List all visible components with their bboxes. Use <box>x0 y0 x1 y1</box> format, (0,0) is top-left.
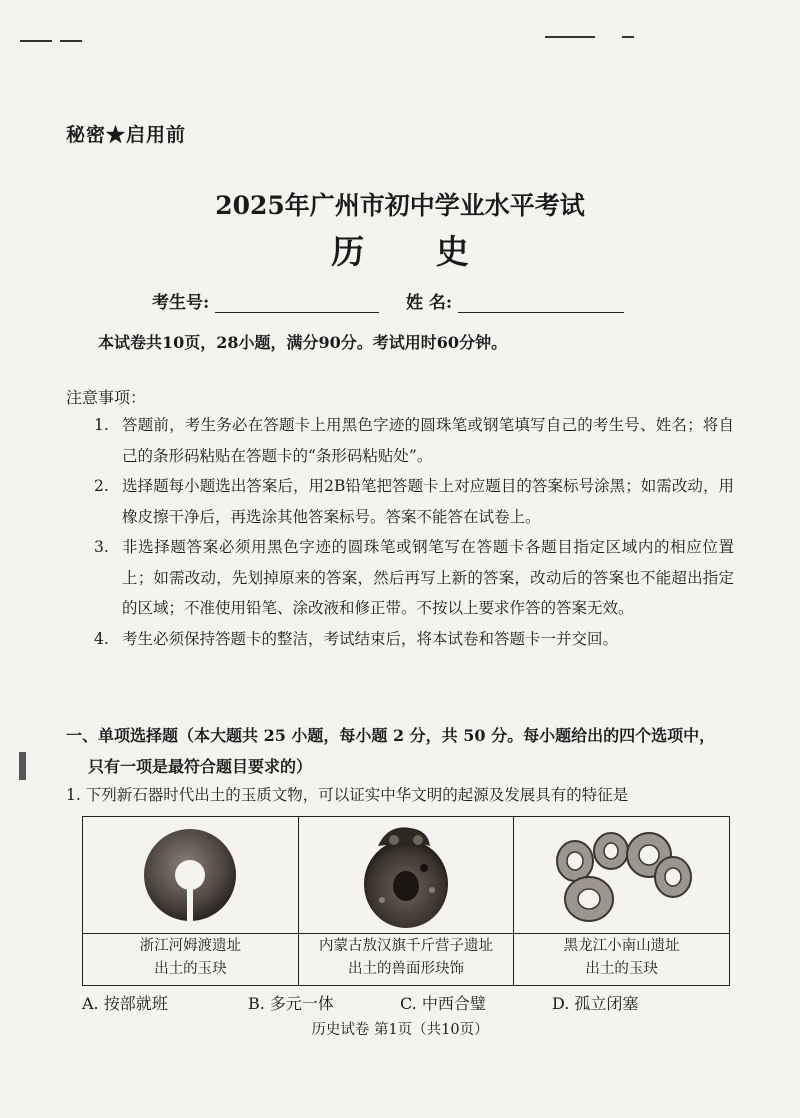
artifact-caption <box>299 935 514 981</box>
candidate-no-label: 考生号: <box>152 293 210 313</box>
scan-mark <box>20 40 52 42</box>
exam-info: 本试卷共10页，28小题，满分90分。考试用时60分钟。 <box>98 333 508 352</box>
artifact-caption <box>514 935 729 981</box>
exam-title: 2025年广州市初中学业水平考试 <box>215 191 585 220</box>
name-field[interactable] <box>406 288 624 313</box>
artifact-picture <box>83 817 298 934</box>
option-a[interactable]: A. 按部就班 <box>82 994 168 1013</box>
subject-title: 历 史 <box>331 232 499 271</box>
artifact-caption <box>83 935 298 981</box>
note-number: 2. <box>94 477 109 495</box>
note-item <box>94 471 734 532</box>
question-1-stem: 1. 下列新石器时代出土的玉质文物，可以证实中华文明的起源及发展具有的特征是 <box>66 786 629 804</box>
artifact-picture <box>514 817 729 934</box>
scan-mark <box>545 36 595 38</box>
option-b[interactable]: B. 多元一体 <box>248 994 334 1013</box>
page-footer: 历史试卷 第1页（共10页） <box>311 1022 489 1038</box>
caption-line: 出土的兽面形玦饰 <box>348 961 464 977</box>
note-item <box>94 624 734 655</box>
note-item <box>94 532 734 624</box>
notes-title: 注意事项： <box>66 388 147 407</box>
artifact-cell <box>514 817 729 985</box>
note-number: 4. <box>94 629 109 648</box>
note-text: 考生必须保持答题卡的整洁，考试结束后，将本试卷和答题卡一并交回。 <box>122 629 619 648</box>
jade-rings-icon <box>547 825 697 925</box>
caption-line: 出土的玉玦 <box>154 961 227 977</box>
caption-line: 出土的玉玦 <box>585 961 658 977</box>
jade-jue-icon <box>140 825 240 925</box>
caption-line: 内蒙古敖汉旗千斤营子遗址 <box>319 938 493 954</box>
artifact-image-table <box>82 816 730 986</box>
caption-line: 浙江河姆渡遗址 <box>139 938 242 954</box>
scan-mark <box>60 40 82 42</box>
note-number: 1. <box>94 416 109 434</box>
note-number: 3. <box>94 538 109 556</box>
candidate-no-blank[interactable] <box>215 294 379 313</box>
note-text: 选择题每小题选出答案后，用2B铅笔把答题卡上对应题目的答案标号涂黑；如需改动，用橡皮擦干净后，再选涂其他答案标号。答案不能答在试卷上。 <box>122 477 734 526</box>
scan-mark <box>622 36 634 38</box>
option-d[interactable]: D. 孤立闭塞 <box>552 994 639 1013</box>
section-heading-line1: 一、单项选择题（本大题共 25 小题，每小题 2 分，共 50 分。每小题给出的四个选项中， <box>66 726 716 745</box>
section-heading <box>66 720 746 782</box>
notes-list <box>94 410 734 654</box>
name-label: 姓 名: <box>406 293 453 313</box>
artifact-cell <box>83 817 299 985</box>
note-text: 答题前，考生务必在答题卡上用黑色字迹的圆珠笔或钢笔填写自己的考生号、姓名；将自己的条形码粘贴在答题卡的“条形码粘贴处”。 <box>122 416 734 465</box>
artifact-picture <box>299 817 514 934</box>
section-heading-line2: 只有一项是最符合题目要求的） <box>88 757 313 776</box>
beast-face-jue-icon <box>358 820 454 930</box>
candidate-no-field[interactable] <box>152 288 379 313</box>
name-blank[interactable] <box>458 294 624 313</box>
note-item <box>94 410 734 471</box>
note-text: 非选择题答案必须用黑色字迹的圆珠笔或钢笔写在答题卡各题目指定区域内的相应位置上；如需改动，先划掉原来的答案，然后再写上新的答案，改动后的答案也不能超出指定的区域；不准使用铅笔、涂改液和修正带。不按以上要求作答的答案无效。 <box>122 538 734 617</box>
option-c[interactable]: C. 中西合璧 <box>400 994 486 1013</box>
secret-label: 秘密★启用前 <box>66 124 187 146</box>
caption-line: 黑龙江小南山遗址 <box>563 938 680 954</box>
artifact-cell <box>299 817 515 985</box>
scan-side-mark <box>19 752 26 780</box>
